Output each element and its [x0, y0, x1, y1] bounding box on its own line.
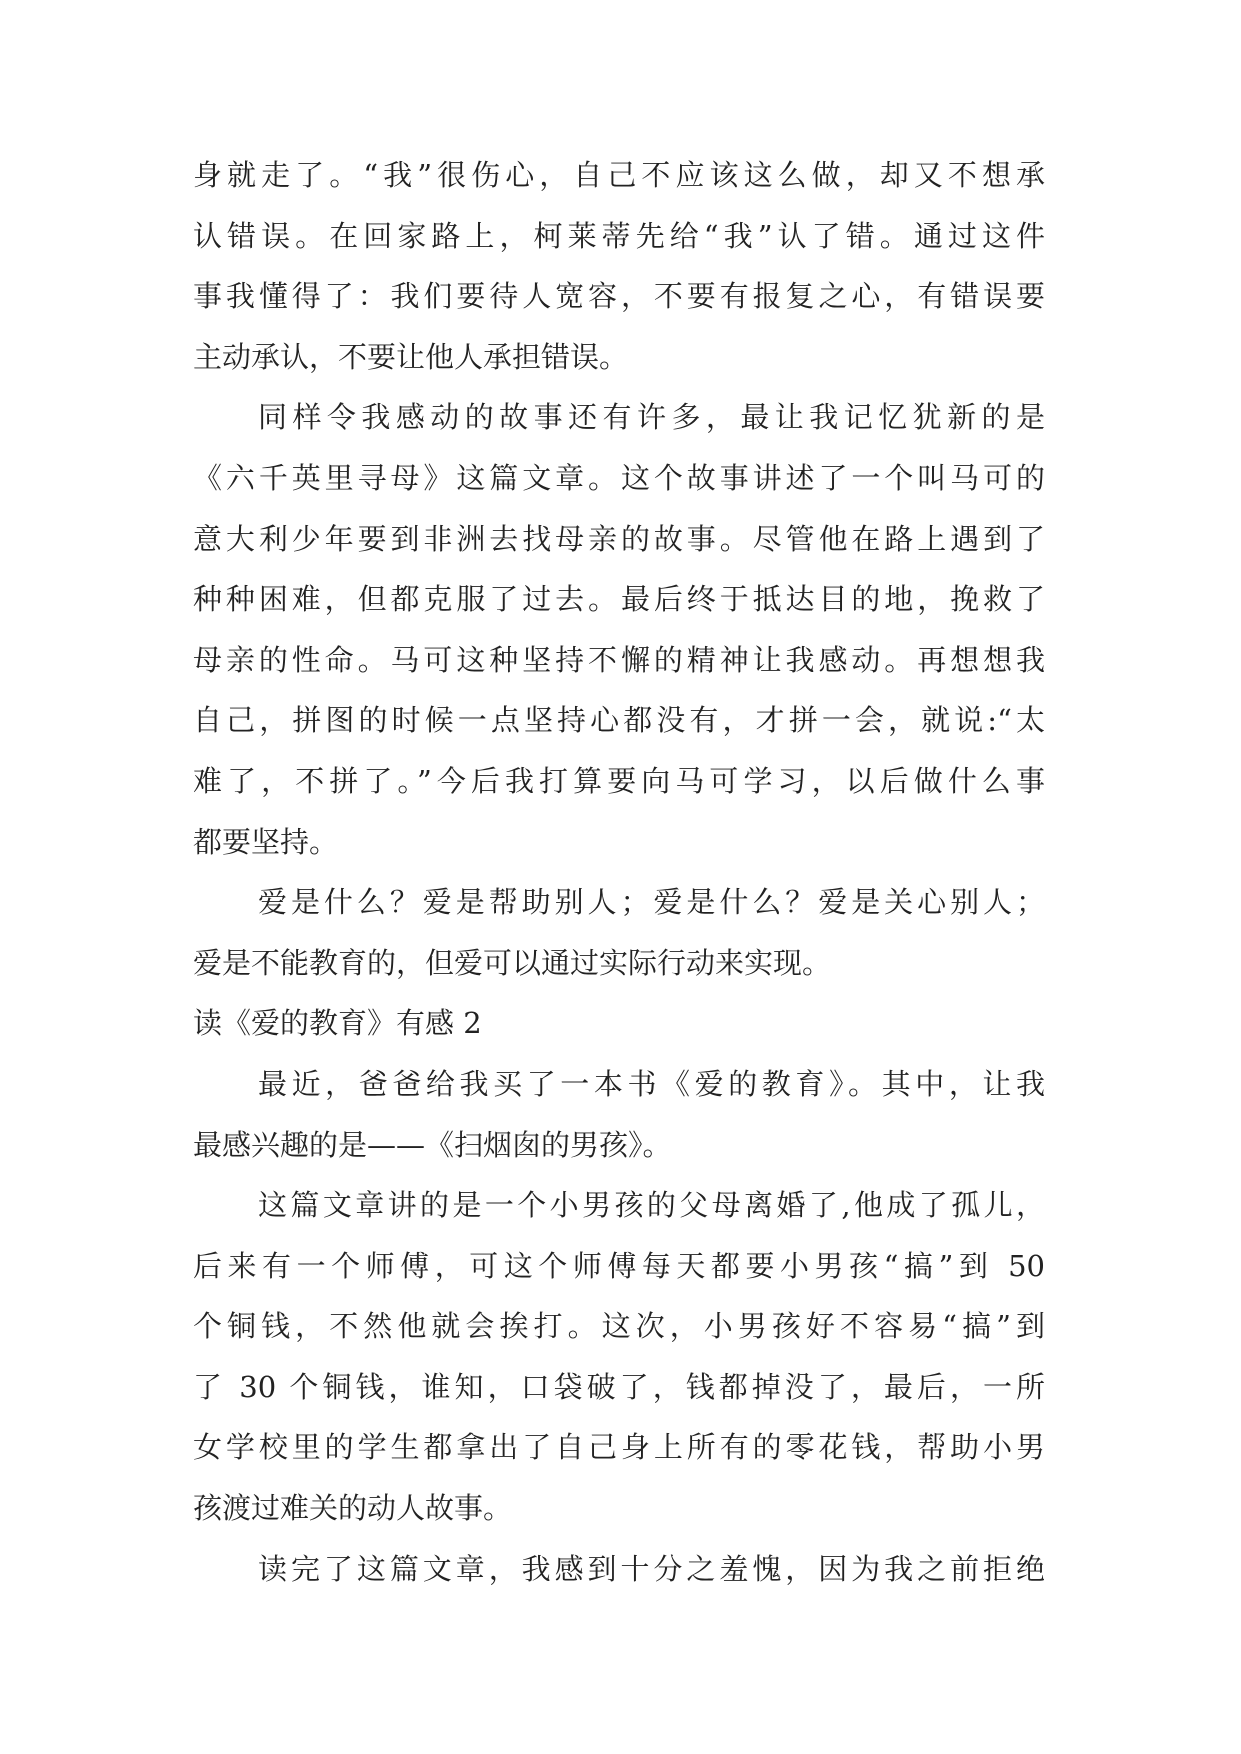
text-line: 这篇文章讲的是一个小男孩的父母离婚了,他成了孤儿， — [258, 1188, 1045, 1223]
paragraph — [193, 145, 1045, 387]
text-line: 意大利少年要到非洲去找母亲的故事。尽管他在路上遇到了 — [193, 521, 1045, 556]
text-line: 事我懂得了：我们要待人宽容，不要有报复之心，有错误要 — [193, 279, 1045, 314]
text-line: 同样令我感动的故事还有许多，最让我记忆犹新的是 — [258, 400, 1045, 435]
paragraph — [193, 387, 1045, 872]
text-line: 爱是什么？爱是帮助别人；爱是什么？爱是关心别人； — [258, 885, 1045, 920]
paragraph — [193, 872, 1045, 993]
text-line: 爱是不能教育的，但爱可以通过实际行动来实现。 — [193, 945, 832, 980]
text-line: 难了，不拼了。”今后我打算要向马可学习，以后做什么事 — [193, 763, 1045, 798]
text-line: 母亲的性命。马可这种坚持不懈的精神让我感动。再想想我 — [193, 642, 1045, 677]
paragraph — [193, 1539, 1045, 1600]
text-line: 女学校里的学生都拿出了自己身上所有的零花钱，帮助小男 — [193, 1430, 1045, 1465]
text-line: 后来有一个师傅，可这个师傅每天都要小男孩“搞”到 50 — [193, 1248, 1045, 1283]
paragraph — [193, 1054, 1045, 1175]
text-line: 身就走了。“我”很伤心，自己不应该这么做，却又不想承 — [193, 158, 1045, 192]
text-line: 都要坚持。 — [193, 824, 339, 859]
text-line: 自己，拼图的时候一点坚持心都没有，才拼一会，就说:“太 — [193, 703, 1045, 738]
section-heading: 读《爱的教育》有感 2 — [193, 1006, 482, 1041]
text-line: 最感兴趣的是——《扫烟囱的男孩》。 — [193, 1127, 672, 1162]
text-line: 了 30 个铜钱，谁知，口袋破了，钱都掉没了，最后，一所 — [193, 1369, 1045, 1404]
text-line: 《六千英里寻母》这篇文章。这个故事讲述了一个叫马可的 — [193, 460, 1045, 495]
text-line: 认错误。在回家路上，柯莱蒂先给“我”认了错。通过这件 — [193, 218, 1045, 253]
text-line: 主动承认，不要让他人承担错误。 — [193, 339, 629, 374]
text-line: 读完了这篇文章，我感到十分之羞愧，因为我之前拒绝 — [258, 1551, 1045, 1586]
text-line: 种种困难，但都克服了过去。最后终于抵达目的地，挽救了 — [193, 582, 1045, 617]
document-body — [193, 145, 1045, 1599]
text-line: 最近，爸爸给我买了一本书《爱的教育》。其中，让我 — [258, 1066, 1045, 1101]
text-line: 孩渡过难关的动人故事。 — [193, 1491, 513, 1526]
paragraph — [193, 1175, 1045, 1539]
text-line: 个铜钱，不然他就会挨打。这次，小男孩好不容易“搞”到 — [193, 1309, 1045, 1344]
